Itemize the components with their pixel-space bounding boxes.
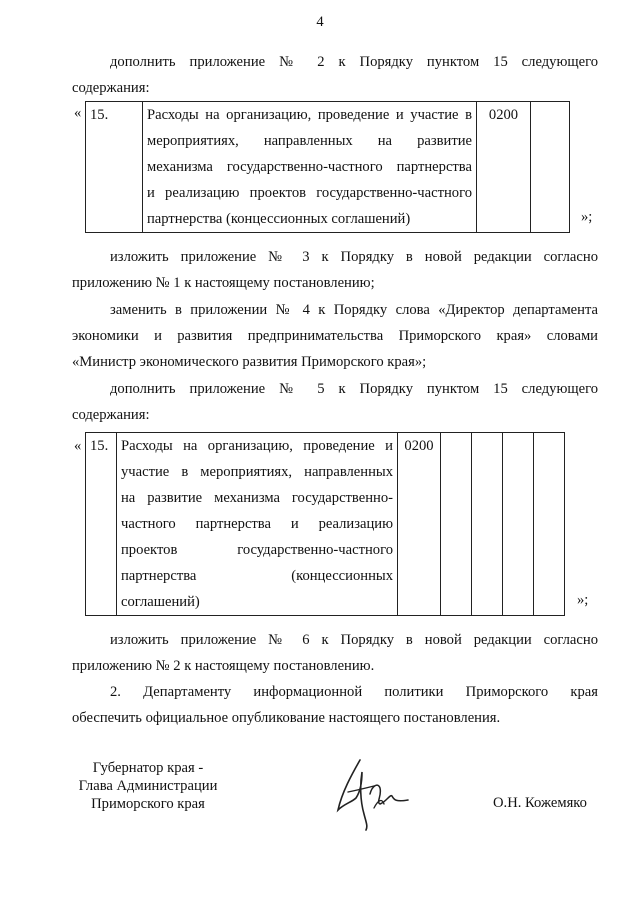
table-1-text-line: Расходы на организацию, проведение и участие в	[147, 107, 472, 123]
table-2-close-quote: »;	[577, 592, 589, 608]
table-2-text-line: участие в мероприятиях, направленных	[121, 464, 393, 480]
signatory-name: О.Н. Кожемяко	[493, 795, 587, 811]
paragraph-3-line-1: заменить в приложении № 4 к Порядку слова «Директор департамента	[110, 302, 598, 318]
table-1-text-line: мероприятиях, направленных на развитие	[147, 133, 472, 149]
table-2-empty-cell	[441, 433, 472, 616]
signatory-title-line-2: Глава Администрации	[78, 778, 218, 794]
table-2-empty-cell	[534, 433, 565, 616]
table-2-text-line: проектов государственно-частного	[121, 542, 393, 558]
paragraph-2-line-2: приложению № 1 к настоящему постановлению;	[72, 275, 375, 291]
signatory-title-line-1: Губернатор края -	[92, 760, 204, 776]
table-1-open-quote: «	[74, 105, 82, 121]
table-1-close-quote: »;	[581, 209, 593, 225]
table-2-text-line: Расходы на организацию, проведение и	[121, 438, 393, 454]
signatory-title-line-3: Приморского края	[91, 796, 205, 812]
paragraph-5-line-2: приложению № 2 к настоящему постановлению.	[72, 658, 375, 674]
paragraph-1-line-2: содержания:	[72, 80, 150, 96]
table-1-number-cell: 15.	[86, 102, 143, 233]
table-2-text-cell	[117, 433, 398, 616]
paragraph-4-line-2: содержания:	[72, 407, 150, 423]
paragraph-5-line-1: изложить приложение № 6 к Порядку в новой редакции согласно	[110, 632, 598, 648]
table-2-text-line: на развитие механизма государственно-	[121, 490, 393, 506]
table-1-code-cell: 0200	[477, 102, 531, 233]
table-1-text-cell	[143, 102, 477, 233]
signatory-title	[68, 759, 228, 813]
table-2-code-cell: 0200	[398, 433, 441, 616]
paragraph-3-line-2: экономики и развития предпринимательства Приморского края» словами	[72, 328, 598, 344]
table-1-empty-cell	[531, 102, 570, 233]
table-row	[86, 102, 570, 233]
table-2-empty-cell	[472, 433, 503, 616]
paragraph-3-line-3: «Министр экономического развития Приморского края»;	[72, 354, 427, 370]
table-2	[85, 432, 565, 616]
paragraph-6-line-1: 2. Департаменту информационной политики Приморского края	[110, 684, 598, 700]
table-2-empty-cell	[503, 433, 534, 616]
handwritten-signature	[330, 752, 420, 832]
table-1-text-line: партнерства (концессионных соглашений)	[147, 211, 411, 227]
page-number: 4	[316, 14, 324, 30]
table-row	[86, 433, 565, 616]
paragraph-1-line-1: дополнить приложение № 2 к Порядку пунктом 15 следующего	[110, 54, 598, 70]
table-1-text-line: механизма государственно-частного партнерства	[147, 159, 472, 175]
paragraph-4-line-1: дополнить приложение № 5 к Порядку пунктом 15 следующего	[110, 381, 598, 397]
paragraph-6-line-2: обеспечить официальное опубликование настоящего постановления.	[72, 710, 501, 726]
paragraph-2-line-1: изложить приложение № 3 к Порядку в новой редакции согласно	[110, 249, 598, 265]
table-2-text-line: партнерства (концессионных	[121, 568, 393, 584]
table-2-text-line: соглашений)	[121, 594, 200, 610]
table-2-number-cell: 15.	[86, 433, 117, 616]
table-1	[85, 101, 570, 233]
table-1-text-line: и реализацию проектов государственно-частного	[147, 185, 472, 201]
table-2-open-quote: «	[74, 438, 82, 454]
table-2-text-line: частного партнерства и реализацию	[121, 516, 393, 532]
